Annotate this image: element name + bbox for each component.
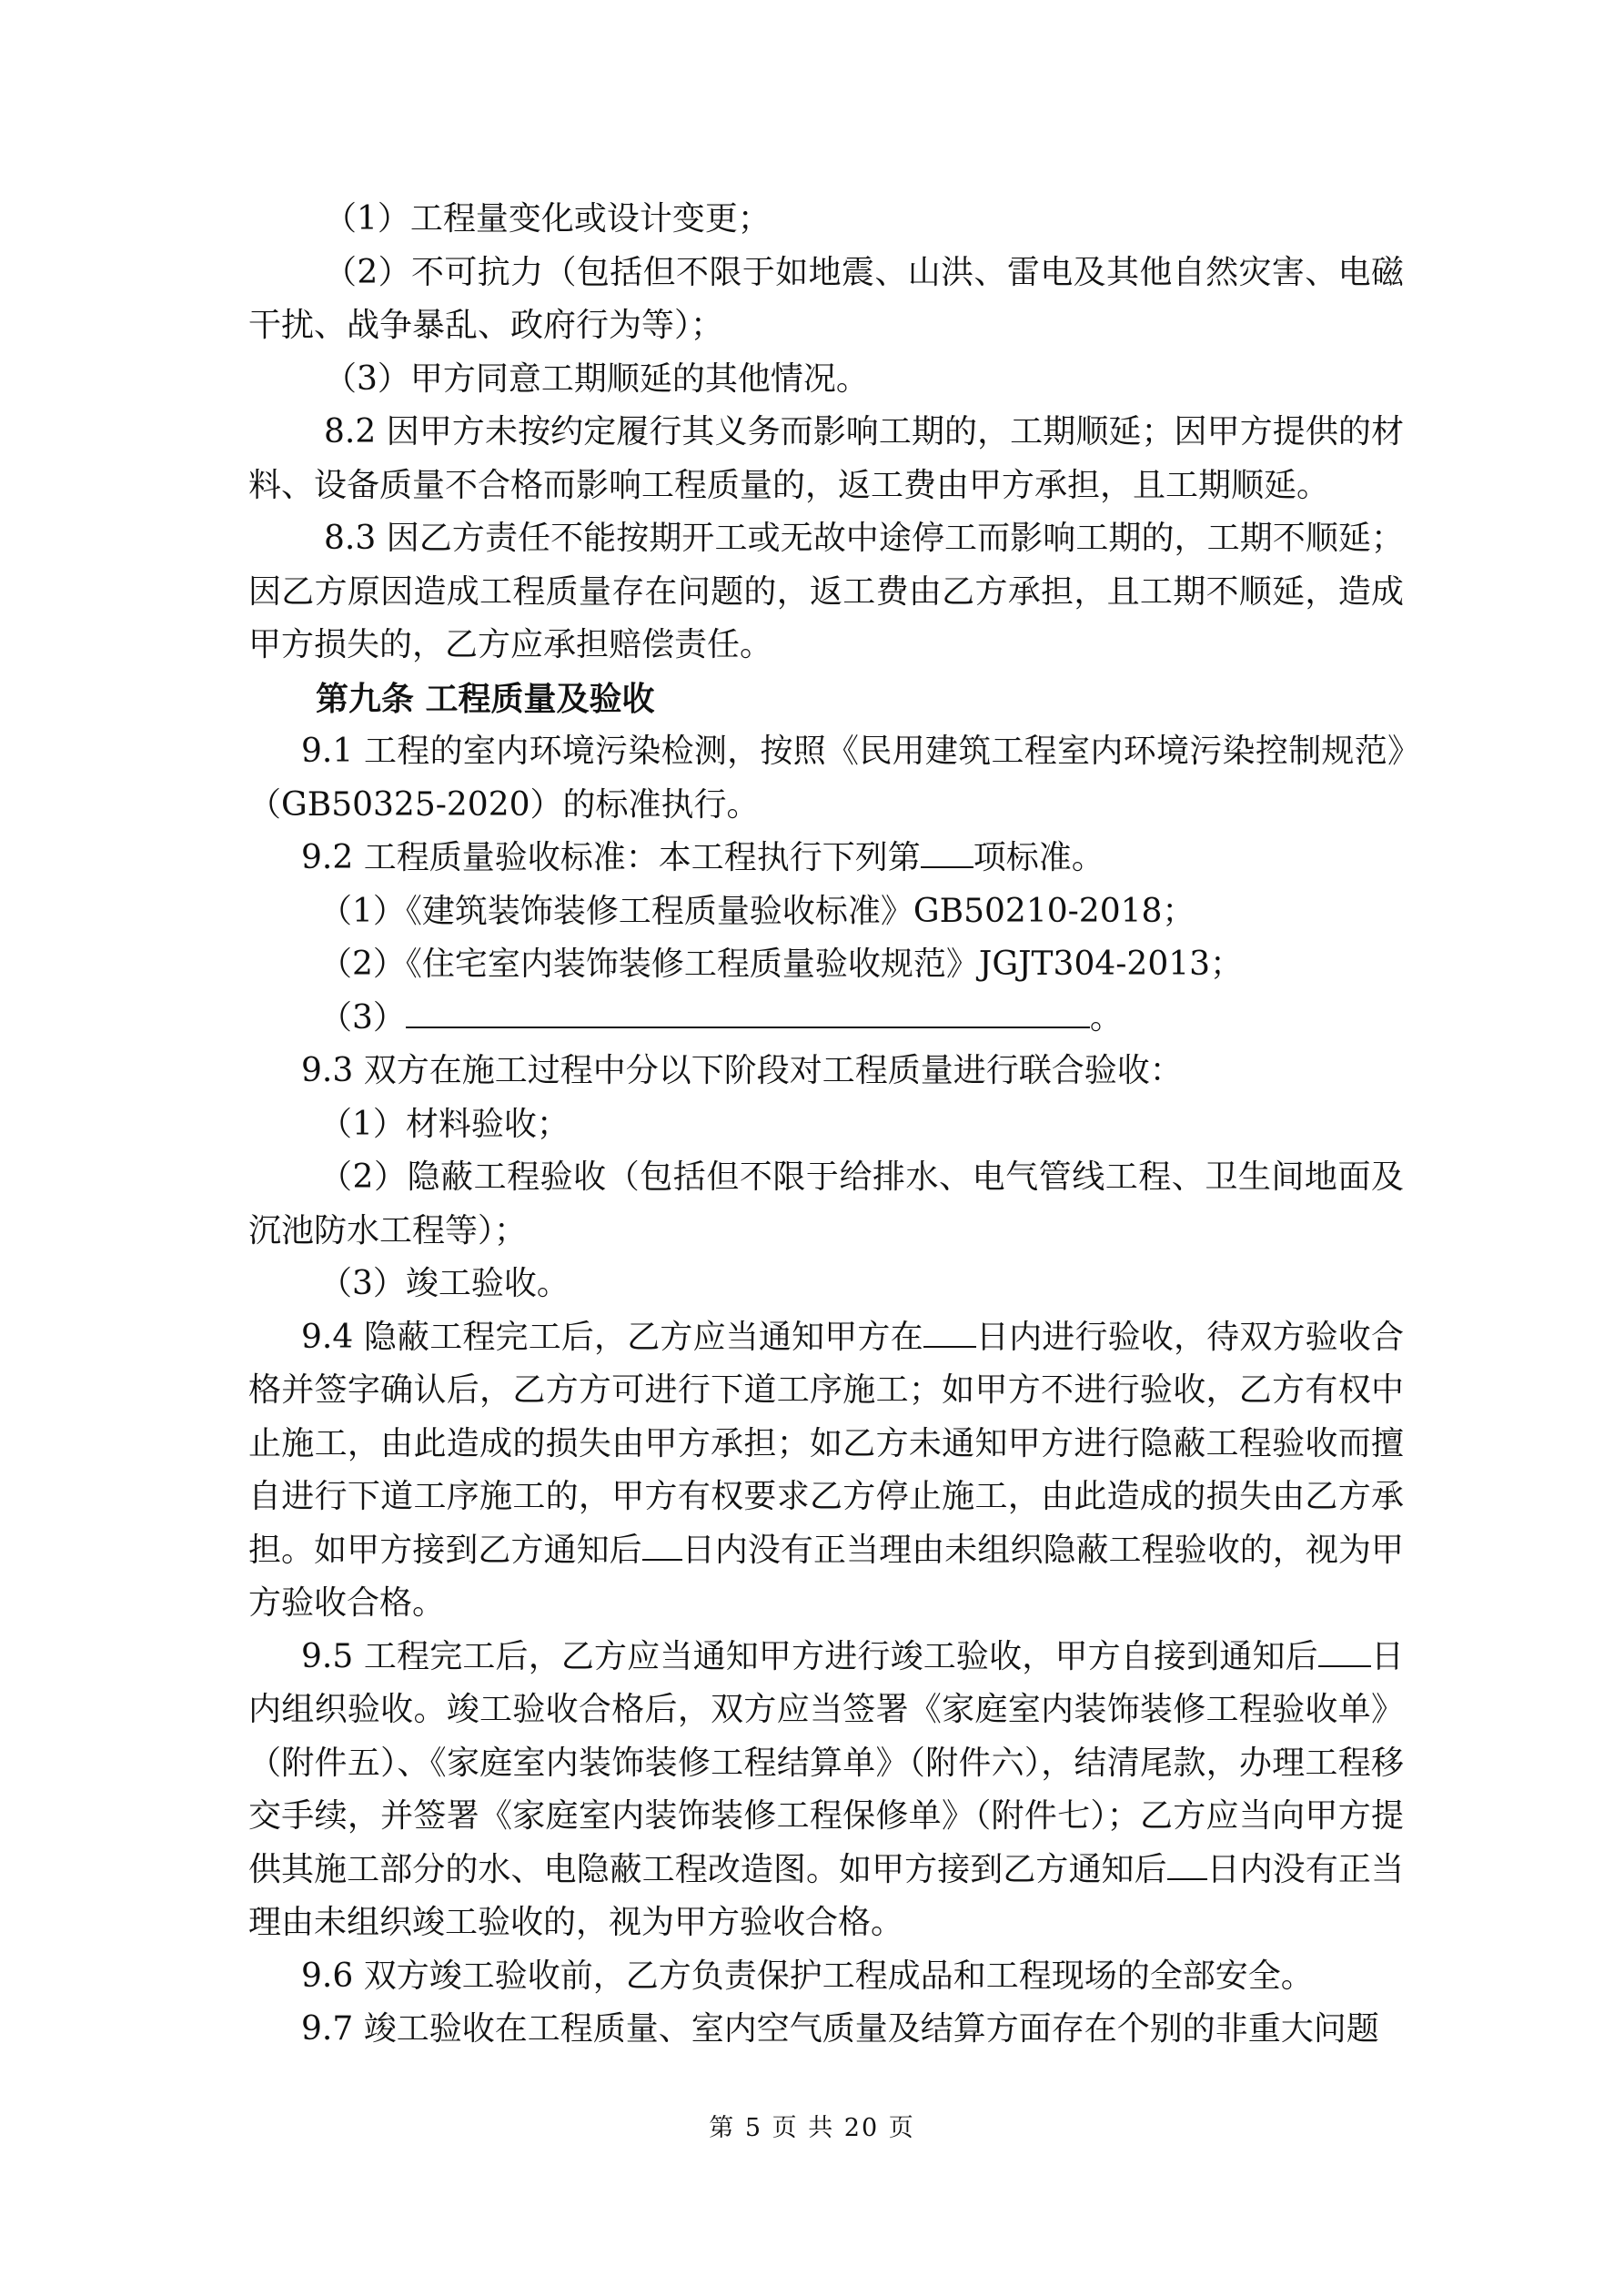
clause-8-3: 8.3 因乙方责任不能按期开工或无故中途停工而影响工期的，工期不顺延；因乙方原因造成工程质量存在问题的，返工费由乙方承担，且工期不顺延，造成甲方损失的，乙方应承担赔偿责任。 <box>248 520 1404 663</box>
clause-9-2-item-3-label: （3） <box>319 998 406 1037</box>
clause-9-3: 9.3 双方在施工过程中分以下阶段对工程质量进行联合验收： <box>301 1052 1183 1089</box>
clause-9-5-text-c: 日内没有正当理由未组织竣工验收的，视为甲方验收合格。 <box>248 1850 1404 1941</box>
page-number: 第 5 页 共 20 页 <box>709 2114 915 2142</box>
clause-9-4 <box>248 1311 1404 1631</box>
clause-9-2-text-a: 9.2 工程质量验收标准：本工程执行下列第 <box>301 839 921 876</box>
blank-line <box>642 1528 682 1561</box>
clause-9-4-text-b: 日内进行验收，待双方验收合格并签字确认后，乙方方可进行下道工序施工；如甲方不进行验收，乙方有权中止施工，由此造成的损失由甲方承担；如乙方未通知甲方进行隐蔽工程验收而擅自进行下道工序施工的，甲方有权要求乙方停止施工，由此造成的损失由乙方承担。如甲方接到乙方通知后 <box>248 1318 1404 1569</box>
clause-9-2-item-3-end: 。 <box>1089 998 1123 1037</box>
clause-9-4-text-c: 日内没有正当理由未组织隐蔽工程验收的，视为甲方验收合格。 <box>248 1531 1404 1622</box>
clause-8-1-item-3: （3）甲方同意工期顺延的其他情况。 <box>324 359 869 398</box>
clause-9-3-item-2: （2）隐蔽工程验收（包括但不限于给排水、电气管线工程、卫生间地面及沉池防水工程等）； <box>248 1158 1404 1249</box>
clause-9-2-text-b: 项标准。 <box>973 839 1105 876</box>
blank-line <box>406 996 1090 1028</box>
clause-9-3-item-1: （1）材料验收； <box>319 1105 570 1143</box>
blank-line <box>923 1315 976 1348</box>
clause-9-2-item-1: （1）《建筑装饰装修工程质量验收标准》GB50210-2018； <box>319 892 1195 930</box>
blank-line <box>1318 1634 1371 1667</box>
clause-9-2-item-3 <box>248 992 1404 1046</box>
clause-9-2-item-2: （2）《住宅室内装饰装修工程质量验收规范》JGJT304-2013； <box>319 946 1244 983</box>
clause-9-5-text-a: 9.5 工程完工后，乙方应当通知甲方进行竣工验收，甲方自接到通知后 <box>301 1637 1318 1675</box>
clause-8-1-item-1: （1）工程量变化或设计变更； <box>324 200 771 238</box>
clause-9-7: 9.7 竣工验收在工程质量、室内空气质量及结算方面存在个别的非重大问题 <box>301 2010 1379 2048</box>
clause-9-4-text-a: 9.4 隐蔽工程完工后，乙方应当通知甲方在 <box>301 1318 923 1356</box>
clause-8-2: 8.2 因甲方未按约定履行其义务而影响工期的，工期顺延；因甲方提供的材料、设备质量不合格而影响工程质量的，返工费由甲方承担，且工期顺延。 <box>248 413 1404 504</box>
contract-body <box>248 193 1404 2057</box>
clause-9-2 <box>248 832 1404 885</box>
clause-9-5-text-b: 日内组织验收。竣工验收合格后，双方应当签署《家庭室内装饰装修工程验收单》（附件五）、《家庭室内装饰装修工程结算单》（附件六），结清尾款，办理工程移交手续，并签署《家庭室内装饰装修工程保修单》（附件七）；乙方应当向甲方提供其施工部分的水、电隐蔽工程改造图。如甲方接到乙方通知后 <box>248 1637 1404 1888</box>
blank-line <box>1167 1847 1207 1880</box>
clause-9-6: 9.6 双方竣工验收前，乙方负责保护工程成品和工程现场的全部安全。 <box>301 1957 1314 1995</box>
clause-8-1-item-2: （2）不可抗力（包括但不限于如地震、山洪、雷电及其他自然灾害、电磁干扰、战争暴乱、政府行为等）； <box>248 253 1404 344</box>
clause-9-5 <box>248 1631 1404 1950</box>
clause-9-1: 9.1 工程的室内环境污染检测，按照《民用建筑工程室内环境污染控制规范》（GB50325-2020）的标准执行。 <box>248 733 1404 824</box>
article-9-heading: 第九条 工程质量及验收 <box>316 679 655 718</box>
clause-9-3-item-3: （3）竣工验收。 <box>319 1265 570 1302</box>
blank-line <box>921 835 973 868</box>
